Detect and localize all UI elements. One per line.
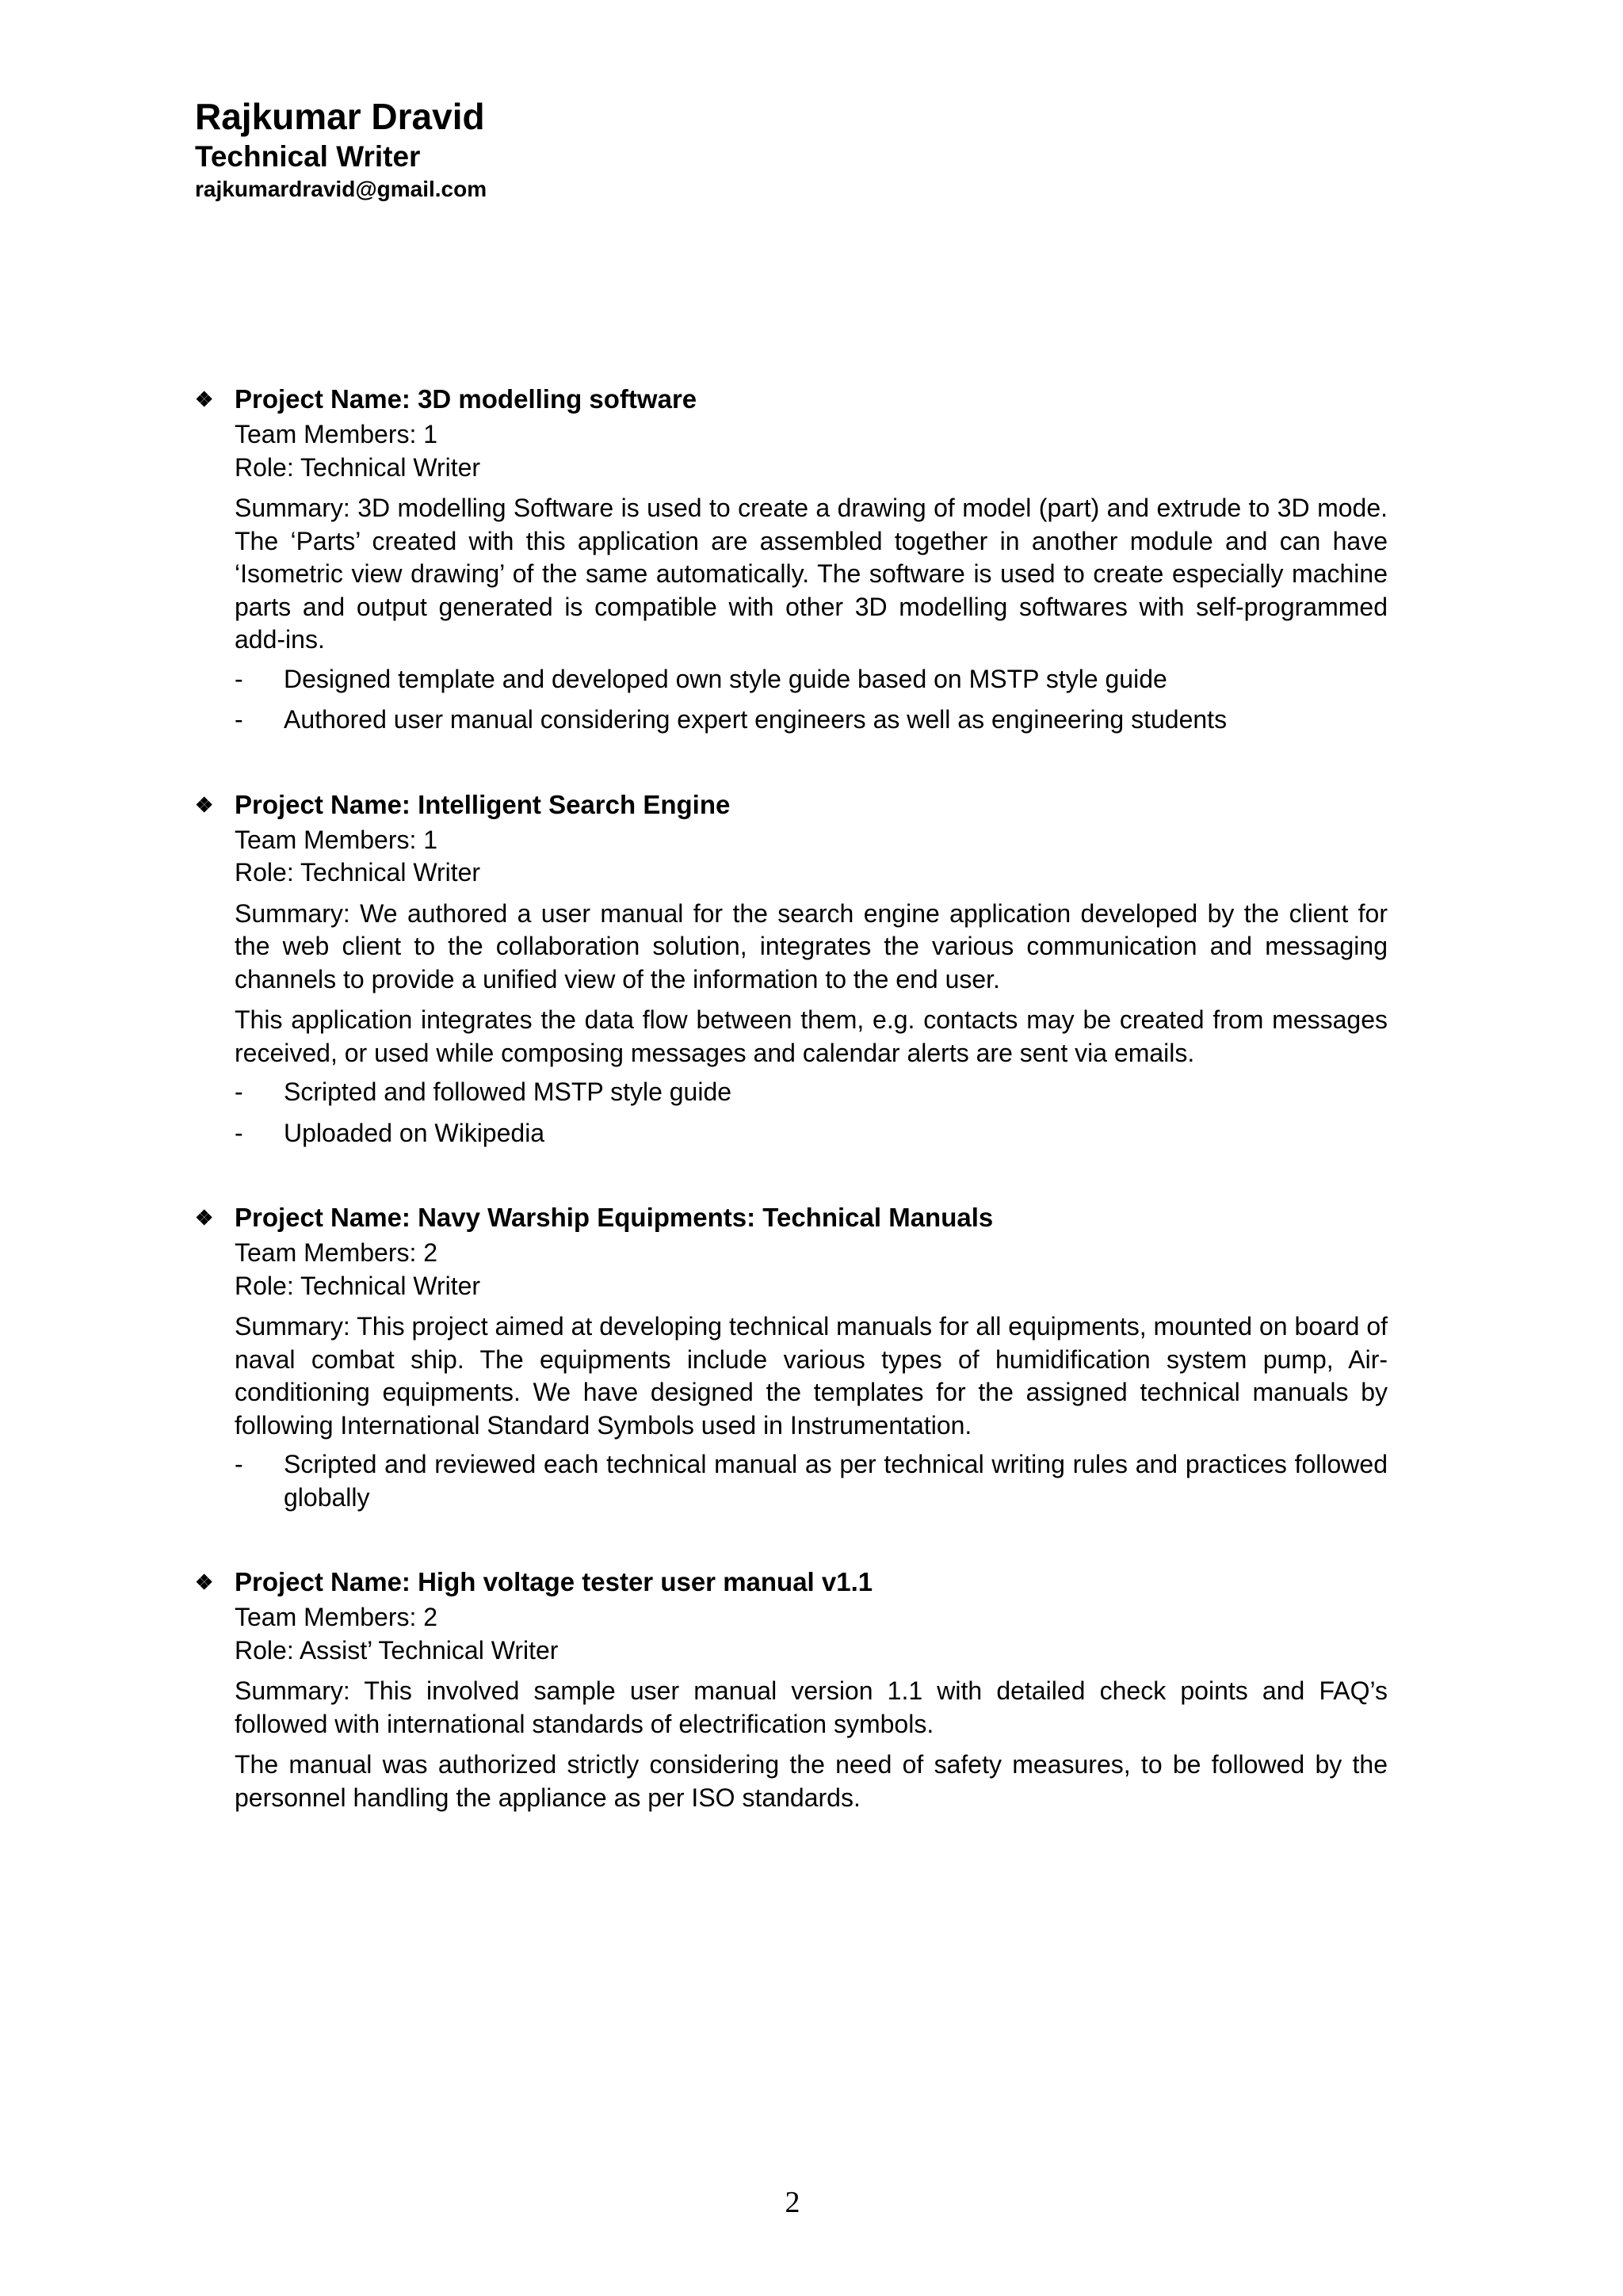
- project-body: [195, 418, 1388, 737]
- author-title: Technical Writer: [195, 140, 421, 173]
- list-item: [235, 1117, 1388, 1150]
- team-members: Team Members: 1: [235, 420, 438, 448]
- dash-marker: -: [235, 1077, 243, 1106]
- project-name: Project Name: High voltage tester user manual v1.1: [235, 1567, 873, 1596]
- project-bullets: [235, 1448, 1388, 1514]
- project-heading: [195, 1563, 1388, 1601]
- diamond-bullet-icon: ❖: [195, 1206, 214, 1230]
- dash-marker: -: [235, 705, 243, 734]
- project-role: Role: Assist’ Technical Writer: [235, 1635, 559, 1665]
- project-role: Role: Technical Writer: [235, 1271, 481, 1300]
- list-item-text: Scripted and reviewed each technical manual as per technical writing rules and practices followed globally: [284, 1450, 1388, 1512]
- project-bullets: [235, 663, 1388, 737]
- project-summary: Summary: 3D modelling Software is used to create a drawing of model (part) and extrude to 3D mode. The ‘Parts’ created with this application are assembled together in another module and can have ‘Isometric view drawing’ of the same automatically. The software is used to create especially machine parts and output generated is compatible with other 3D modelling softwares with self-programmed add-ins.: [235, 494, 1388, 654]
- project-name: Project Name: 3D modelling software: [235, 384, 697, 414]
- list-item-text: Designed template and developed own style guide based on MSTP style guide: [284, 664, 1167, 693]
- project-body: [195, 824, 1388, 1150]
- list-item: [235, 1076, 1388, 1109]
- page-number: 2: [785, 2186, 800, 2219]
- project-paragraph: The manual was authorized strictly considering the need of safety measures, to be followed by the personnel handling the appliance as per ISO standards.: [235, 1750, 1388, 1812]
- project-item: [195, 1563, 1388, 1814]
- project-summary: Summary: This project aimed at developing technical manuals for all equipments, mounted on board of naval combat ship. The equipments include various types of humidification system pump, Air-conditioning equipments. We have designed the templates for the assigned technical manuals by following International Standard Symbols used in Instrumentation.: [235, 1312, 1388, 1440]
- project-role: Role: Technical Writer: [235, 858, 481, 887]
- project-name: Project Name: Intelligent Search Engine: [235, 789, 731, 819]
- team-members: Team Members: 2: [235, 1238, 438, 1267]
- project-summary: Summary: We authored a user manual for the search engine application developed by the client for the web client to the collaboration solution, integrates the various communication and messaging channels to provide a unified view of the information to the end user.: [235, 898, 1388, 994]
- list-item-text: Scripted and followed MSTP style guide: [284, 1077, 732, 1106]
- project-summary: Summary: This involved sample user manual version 1.1 with detailed check points and FAQ’s followed with international standards of electrification symbols.: [235, 1676, 1388, 1738]
- list-item: [235, 663, 1388, 696]
- diamond-bullet-icon: ❖: [195, 792, 214, 817]
- project-heading: [195, 786, 1388, 824]
- dash-marker: -: [235, 1450, 243, 1478]
- diamond-bullet-icon: ❖: [195, 1570, 214, 1594]
- author-name: Rajkumar Dravid: [195, 96, 485, 137]
- project-bullets: [235, 1076, 1388, 1150]
- project-role: Role: Technical Writer: [235, 452, 481, 482]
- project-heading: [195, 1199, 1388, 1237]
- list-item: [235, 704, 1388, 737]
- project-paragraph: This application integrates the data flow between them, e.g. contacts may be created from messages received, or used while composing messages and calendar alerts are sent via emails.: [235, 1005, 1388, 1067]
- project-body: [195, 1601, 1388, 1814]
- list-item: [235, 1448, 1388, 1514]
- team-members: Team Members: 2: [235, 1603, 438, 1631]
- project-name: Project Name: Navy Warship Equipments: Technical Manuals: [235, 1203, 994, 1232]
- project-item: [195, 380, 1388, 737]
- project-body: [195, 1237, 1388, 1514]
- project-item: [195, 786, 1388, 1150]
- project-heading: [195, 380, 1388, 418]
- projects-list: [195, 380, 1388, 1863]
- team-members: Team Members: 1: [235, 825, 438, 854]
- list-item-text: Uploaded on Wikipedia: [284, 1118, 545, 1147]
- diamond-bullet-icon: ❖: [195, 387, 214, 411]
- resume-header: [195, 93, 487, 204]
- author-email: rajkumardravid@gmail.com: [195, 177, 487, 201]
- list-item-text: Authored user manual considering expert engineers as well as engineering students: [284, 705, 1228, 734]
- project-item: [195, 1199, 1388, 1514]
- dash-marker: -: [235, 1118, 243, 1147]
- dash-marker: -: [235, 664, 243, 693]
